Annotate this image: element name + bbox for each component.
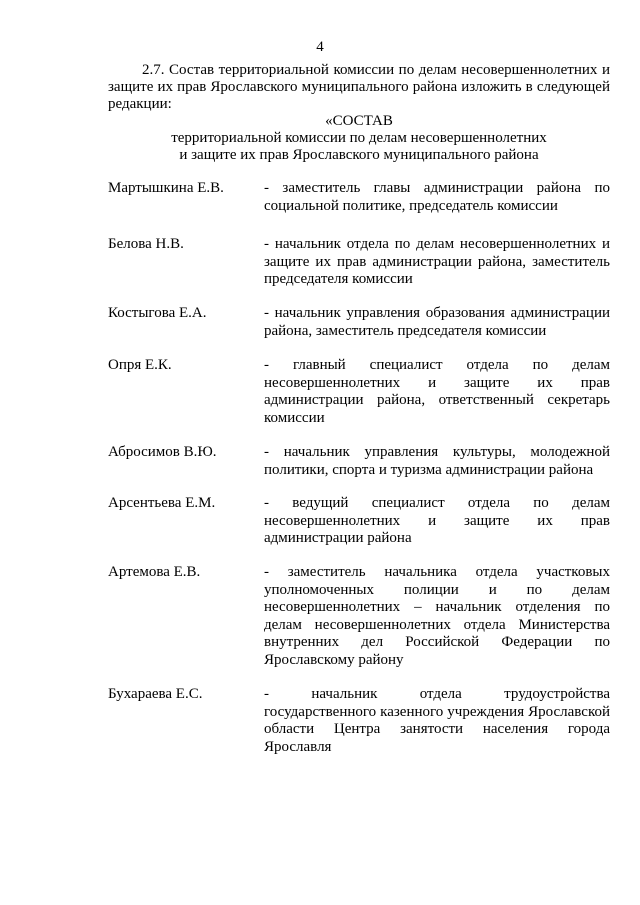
member-name: Абросимов В.Ю. xyxy=(108,444,217,460)
member-role: - главный специалист отдела по делам несовершеннолетних и защите их прав администрации района, ответственный секретарь комиссии xyxy=(264,357,610,426)
member-role: - начальник управления образования администрации района, заместитель председателя комиссии xyxy=(264,305,610,339)
member-role: - начальник отдела по делам несовершеннолетних и защите их прав администрации района, заместитель председателя комиссии xyxy=(264,236,610,287)
member-role: - заместитель главы администрации района по социальной политике, председатель комиссии xyxy=(264,180,610,214)
member-name: Арсентьева Е.М. xyxy=(108,495,216,511)
title-line-3: и защите их прав Ярославского муниципального района xyxy=(179,147,539,163)
member-role: - начальник отдела трудоустройства государственного казенного учреждения Ярославской области Центра занятости населения города Ярославля xyxy=(264,686,610,755)
title-line-1: «СОСТАВ xyxy=(325,113,393,129)
member-name: Бухараева Е.С. xyxy=(108,686,203,702)
member-role: - ведущий специалист отдела по делам несовершеннолетних и защите их прав администрации района xyxy=(264,495,610,546)
member-name: Опря Е.К. xyxy=(108,357,172,373)
composition-title xyxy=(108,113,610,164)
member-name: Артемова Е.В. xyxy=(108,564,201,580)
member-name: Мартышкина Е.В. xyxy=(108,180,224,196)
member-name: Костыгова Е.А. xyxy=(108,305,207,321)
title-line-2: территориальной комиссии по делам несовершеннолетних xyxy=(171,130,547,146)
intro-paragraph: 2.7. Состав территориальной комиссии по делам несовершеннолетних и защите их прав Ярославского муниципального района изложить в следующей редакции: xyxy=(108,62,610,112)
member-role: - начальник управления культуры, молодежной политики, спорта и туризма администрации района xyxy=(264,444,610,478)
member-role: - заместитель начальника отдела участковых уполномоченных полиции и по делам несовершеннолетних – начальник отделения по делам несовершеннолетних отдела Министерства внутренних дел Российской Федерации по Ярославскому району xyxy=(264,564,610,668)
member-name: Белова Н.В. xyxy=(108,236,184,252)
page-number: 4 xyxy=(316,39,324,55)
